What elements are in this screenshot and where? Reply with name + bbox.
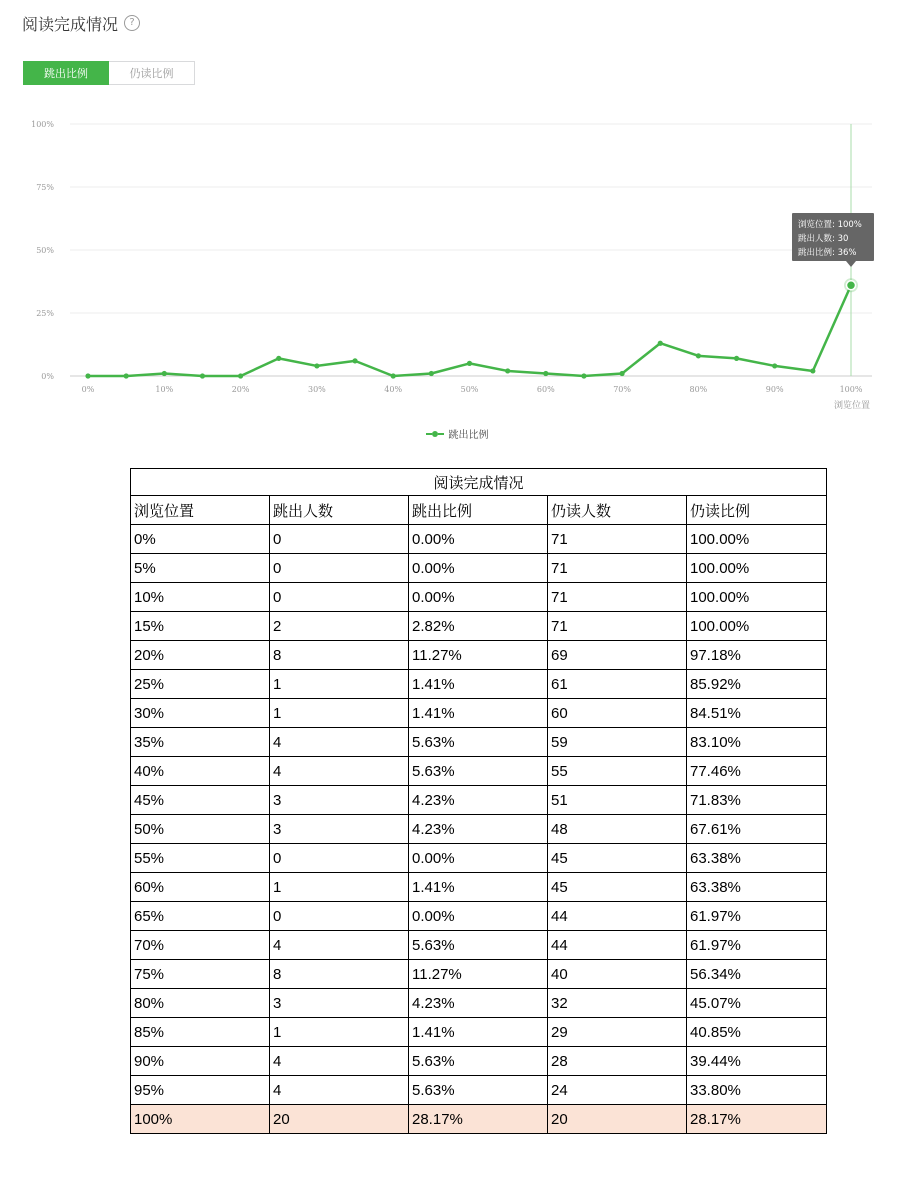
table-cell: 4: [270, 1076, 409, 1105]
table-row: [131, 989, 827, 1018]
table-cell: 83.10%: [687, 728, 827, 757]
data-table: [130, 468, 827, 1134]
table-cell: 1.41%: [409, 1018, 548, 1047]
table-cell: 2: [270, 612, 409, 641]
table-cell: 33.80%: [687, 1076, 827, 1105]
table-cell: 44: [548, 902, 687, 931]
table-cell: 0: [270, 525, 409, 554]
table-cell: 45.07%: [687, 989, 827, 1018]
table-row: [131, 554, 827, 583]
table-cell: 61.97%: [687, 931, 827, 960]
table-cell: 0.00%: [409, 554, 548, 583]
table-cell: 100.00%: [687, 612, 827, 641]
table-cell: 0%: [131, 525, 270, 554]
table-cell: 1.41%: [409, 873, 548, 902]
data-point: [314, 363, 319, 368]
table-row: [131, 931, 827, 960]
question-circle-icon[interactable]: ?: [124, 15, 140, 31]
table-cell: 45: [548, 873, 687, 902]
page-title: 阅读完成情况: [22, 14, 119, 34]
table-row: [131, 757, 827, 786]
table-cell: 0.00%: [409, 525, 548, 554]
table-cell: 4.23%: [409, 786, 548, 815]
table-cell: 63.38%: [687, 844, 827, 873]
table-cell: 4.23%: [409, 989, 548, 1018]
table-cell: 0.00%: [409, 583, 548, 612]
table-cell: 5.63%: [409, 728, 548, 757]
table-cell: 71: [548, 583, 687, 612]
tab-bounce-ratio[interactable]: 跳出比例: [23, 61, 109, 85]
chart-legend[interactable]: [0, 426, 914, 441]
tooltip-arrow: [846, 261, 856, 267]
table-cell: 0: [270, 844, 409, 873]
tooltip-text: 跳出比例: 36%: [798, 248, 857, 258]
table-cell: 97.18%: [687, 641, 827, 670]
legend-marker-icon: [426, 431, 444, 437]
x-tick-label: 40%: [384, 385, 403, 394]
tooltip-text: 跳出人数: 30: [798, 234, 849, 244]
column-header: 仍读人数: [548, 496, 687, 525]
table-cell: 1: [270, 873, 409, 902]
table-cell: 4: [270, 728, 409, 757]
x-tick-label: 100%: [839, 385, 863, 394]
data-point: [696, 353, 701, 358]
table-cell: 35%: [131, 728, 270, 757]
data-point: [124, 373, 129, 378]
table-cell: 5.63%: [409, 1047, 548, 1076]
x-tick-label: 90%: [765, 385, 784, 394]
table-cell: 5.63%: [409, 1076, 548, 1105]
legend-marker-line: [426, 433, 432, 435]
x-tick-label: 60%: [536, 385, 555, 394]
table-row: [131, 1018, 827, 1047]
table-cell: 63.38%: [687, 873, 827, 902]
table-cell: 28.17%: [687, 1105, 827, 1134]
table-cell: 4: [270, 931, 409, 960]
x-tick-label: 50%: [460, 385, 479, 394]
data-point: [467, 361, 472, 366]
table-row: [131, 670, 827, 699]
table-row: [131, 815, 827, 844]
table-cell: 0: [270, 554, 409, 583]
table-cell: 60%: [131, 873, 270, 902]
table-cell: 0.00%: [409, 844, 548, 873]
data-point: [162, 371, 167, 376]
table-row: [131, 728, 827, 757]
data-point: [391, 373, 396, 378]
table-row: [131, 612, 827, 641]
table-row: [131, 1076, 827, 1105]
table-cell: 8: [270, 641, 409, 670]
table-cell: 3: [270, 989, 409, 1018]
data-point: [505, 368, 510, 373]
table-cell: 5.63%: [409, 931, 548, 960]
table-row: [131, 699, 827, 728]
table-cell: 1.41%: [409, 699, 548, 728]
table-cell: 100%: [131, 1105, 270, 1134]
table-cell: 80%: [131, 989, 270, 1018]
table-cell: 51: [548, 786, 687, 815]
section-header: [22, 10, 140, 36]
x-axis-title: 浏览位置: [833, 401, 870, 411]
y-tick-label: 0%: [41, 372, 54, 381]
table-cell: 65%: [131, 902, 270, 931]
table-cell: 77.46%: [687, 757, 827, 786]
table-cell: 100.00%: [687, 525, 827, 554]
table-row: [131, 525, 827, 554]
table-cell: 15%: [131, 612, 270, 641]
table-cell: 100.00%: [687, 583, 827, 612]
table-cell: 75%: [131, 960, 270, 989]
data-point: [238, 373, 243, 378]
line-chart: [0, 110, 914, 420]
tab-group: [23, 61, 195, 85]
data-point: [276, 356, 281, 361]
y-tick-label: 50%: [36, 246, 54, 255]
table-cell: 20: [548, 1105, 687, 1134]
column-header: 跳出比例: [409, 496, 548, 525]
table-cell: 90%: [131, 1047, 270, 1076]
table-cell: 1: [270, 670, 409, 699]
table-cell: 28: [548, 1047, 687, 1076]
table-cell: 45%: [131, 786, 270, 815]
column-header: 跳出人数: [270, 496, 409, 525]
table-row: [131, 902, 827, 931]
table-row: [131, 960, 827, 989]
table-cell: 5.63%: [409, 757, 548, 786]
table-cell: 45: [548, 844, 687, 873]
table-cell: 55%: [131, 844, 270, 873]
table-cell: 56.34%: [687, 960, 827, 989]
x-tick-label: 10%: [155, 385, 174, 394]
table-cell: 5%: [131, 554, 270, 583]
table-row: [131, 844, 827, 873]
table-cell: 71.83%: [687, 786, 827, 815]
table-cell: 71: [548, 612, 687, 641]
data-point: [543, 371, 548, 376]
table-cell: 40%: [131, 757, 270, 786]
x-tick-label: 80%: [689, 385, 708, 394]
table-cell: 25%: [131, 670, 270, 699]
table-cell: 20: [270, 1105, 409, 1134]
table-row: [131, 786, 827, 815]
data-point: [429, 371, 434, 376]
table-row: [131, 1047, 827, 1076]
table-cell: 44: [548, 931, 687, 960]
legend-marker-line: [438, 433, 444, 435]
table-cell: 71: [548, 554, 687, 583]
x-tick-label: 20%: [231, 385, 250, 394]
table-cell: 0: [270, 902, 409, 931]
legend-label: 跳出比例: [448, 430, 489, 441]
data-point: [810, 368, 815, 373]
table-cell: 1: [270, 1018, 409, 1047]
table-header-row: [131, 496, 827, 525]
table-cell: 20%: [131, 641, 270, 670]
table-cell: 100.00%: [687, 554, 827, 583]
x-tick-label: 0%: [81, 385, 95, 394]
data-point: [734, 356, 739, 361]
table-cell: 1.41%: [409, 670, 548, 699]
table-caption: 阅读完成情况: [131, 469, 827, 496]
tooltip-text: 浏览位置: 100%: [798, 220, 862, 230]
table-cell: 67.61%: [687, 815, 827, 844]
table-cell: 0.00%: [409, 902, 548, 931]
table-cell: 59: [548, 728, 687, 757]
table-cell: 3: [270, 815, 409, 844]
table-cell: 40: [548, 960, 687, 989]
table-cell: 48: [548, 815, 687, 844]
table-cell: 60: [548, 699, 687, 728]
table-row: [131, 641, 827, 670]
table-cell: 70%: [131, 931, 270, 960]
table-cell: 11.27%: [409, 960, 548, 989]
data-point: [620, 371, 625, 376]
data-point: [352, 358, 357, 363]
table-cell: 71: [548, 525, 687, 554]
data-point: [85, 373, 90, 378]
table-cell: 28.17%: [409, 1105, 548, 1134]
table-cell: 4: [270, 1047, 409, 1076]
table-row-highlighted: [131, 1105, 827, 1134]
table-cell: 29: [548, 1018, 687, 1047]
table-cell: 69: [548, 641, 687, 670]
table-cell: 95%: [131, 1076, 270, 1105]
tab-still-reading-ratio[interactable]: 仍读比例: [109, 61, 195, 85]
table-cell: 40.85%: [687, 1018, 827, 1047]
table-cell: 84.51%: [687, 699, 827, 728]
highlight-point: [847, 281, 856, 290]
table-cell: 8: [270, 960, 409, 989]
table-cell: 11.27%: [409, 641, 548, 670]
table-cell: 55: [548, 757, 687, 786]
x-tick-label: 30%: [308, 385, 326, 394]
table-cell: 10%: [131, 583, 270, 612]
table-cell: 1: [270, 699, 409, 728]
table-cell: 61.97%: [687, 902, 827, 931]
column-header: 浏览位置: [131, 496, 270, 525]
table-cell: 85.92%: [687, 670, 827, 699]
table-row: [131, 583, 827, 612]
column-header: 仍读比例: [687, 496, 827, 525]
table-cell: 32: [548, 989, 687, 1018]
table-cell: 50%: [131, 815, 270, 844]
table-cell: 24: [548, 1076, 687, 1105]
table-cell: 39.44%: [687, 1047, 827, 1076]
table-row: [131, 873, 827, 902]
data-point: [581, 373, 586, 378]
table-cell: 30%: [131, 699, 270, 728]
y-tick-label: 100%: [31, 120, 54, 129]
tooltip: [792, 213, 874, 267]
table-cell: 0: [270, 583, 409, 612]
y-tick-label: 25%: [36, 309, 54, 318]
data-point: [772, 363, 777, 368]
data-point: [658, 341, 663, 346]
data-point: [200, 373, 205, 378]
x-tick-label: 70%: [613, 385, 631, 394]
table-cell: 61: [548, 670, 687, 699]
table-cell: 3: [270, 786, 409, 815]
table-cell: 85%: [131, 1018, 270, 1047]
y-tick-label: 75%: [36, 183, 54, 192]
table-cell: 4: [270, 757, 409, 786]
table-cell: 4.23%: [409, 815, 548, 844]
table-cell: 2.82%: [409, 612, 548, 641]
